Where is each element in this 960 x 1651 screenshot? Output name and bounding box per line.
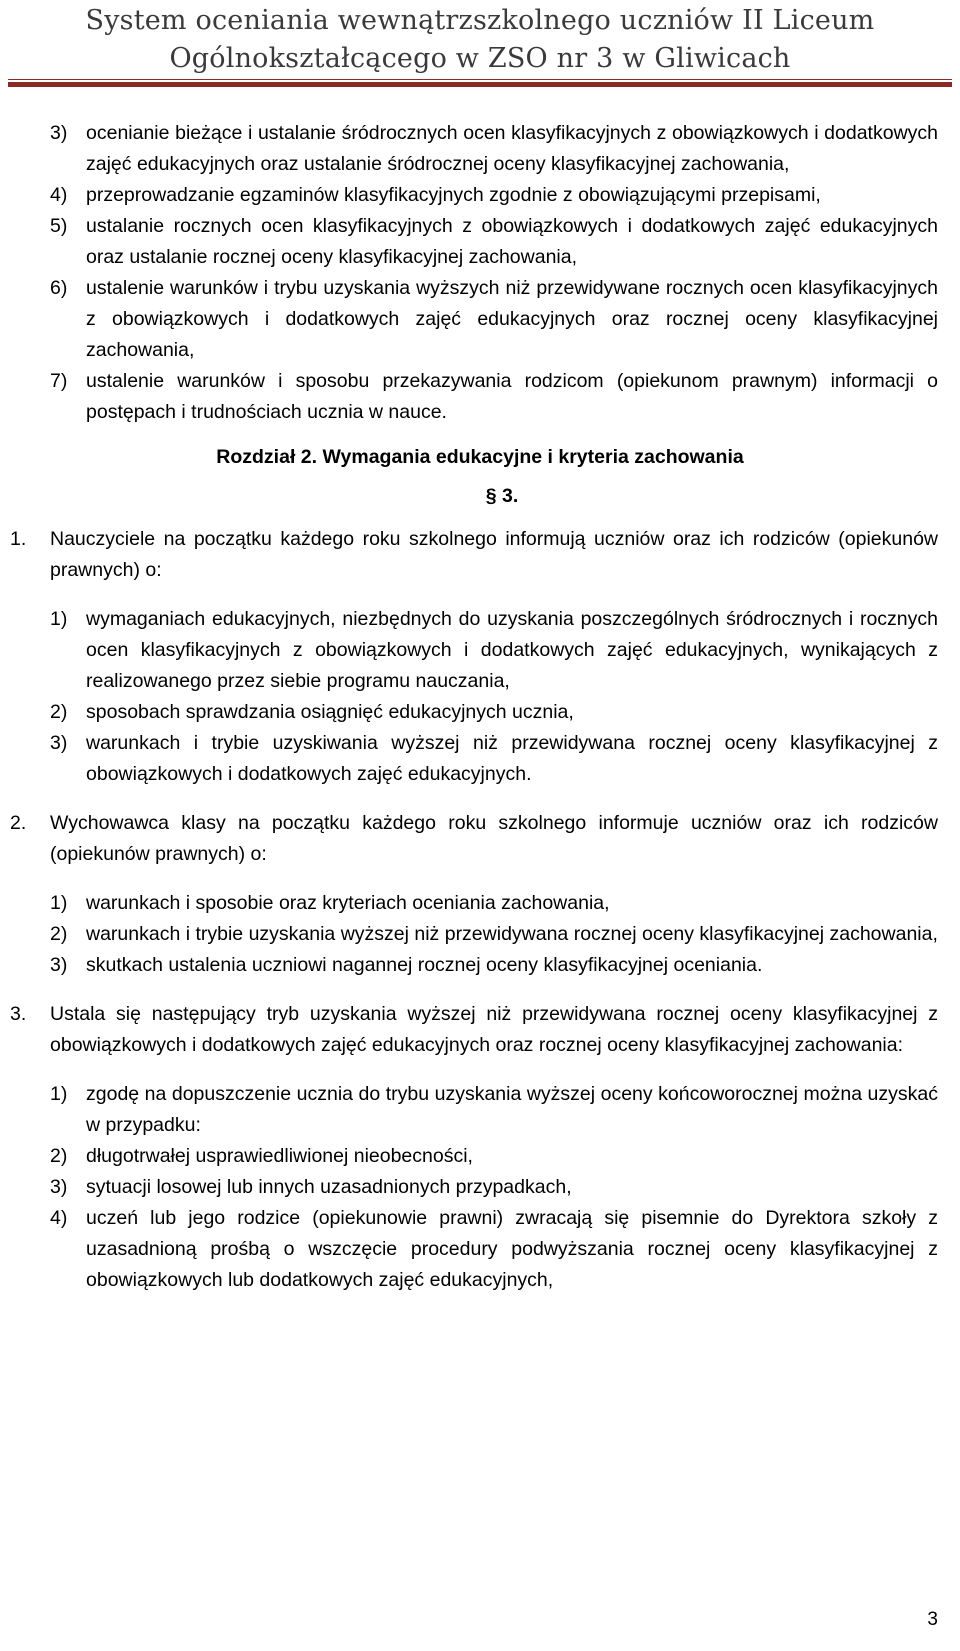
paragraph-text: Wychowawca klasy na początku każdego roku szkolnego informuje uczniów oraz ich rodziców (opiekunów prawnych) o: [50,812,938,865]
list-item [22,211,938,273]
list-item-text: ustalenie warunków i trybu uzyskania wyższych niż przewidywane rocznych ocen klasyfikacyjnych z obowiązkowych i dodatkowych zajęć edukacyjnych oraz rocznej oceny klasyfikacyjnej zachowania, [86,277,938,361]
numbered-paragraph [10,999,938,1061]
list-item-number: 3) [50,732,68,754]
list-item-number: 5) [50,215,68,237]
list-item [22,180,938,211]
list-item-number: 2) [50,923,68,945]
document-body [10,118,938,1296]
page-number: 3 [927,1609,938,1630]
page-header [0,2,960,78]
list-item [22,1079,938,1141]
list-item-text: zgodę na dopuszczenie ucznia do trybu uzyskania wyższej oceny końcoworocznej można uzyskać w przypadku: [86,1083,938,1136]
paragraph-text: Ustala się następujący tryb uzyskania wyższej niż przewidywana rocznej oceny klasyfikacyjnej z obowiązkowych i dodatkowych zajęć edukacyjnych oraz rocznej oceny klasyfikacyjnej zachowania: [50,1003,938,1056]
paragraph-number: 3. [10,1003,27,1025]
list-item-text: uczeń lub jego rodzice (opiekunowie prawni) zwracają się pisemnie do Dyrektora szkoły z uzasadnioną prośbą o wszczęcie procedury podwyższania rocznej oceny klasyfikacyjnej z obowiązkowych lub dodatkowych zajęć edukacyjnych, [86,1207,938,1291]
list-item-text: warunkach i sposobie oraz kryteriach oceniania zachowania, [86,892,610,914]
list-item [22,366,938,428]
list-item-number: 4) [50,1207,68,1229]
list-item-text: sytuacji losowej lub innych uzasadnionych przypadkach, [86,1176,572,1198]
list-item [22,697,938,728]
list-item [22,1141,938,1172]
list-item-text: ocenianie bieżące i ustalanie śródrocznych ocen klasyfikacyjnych z obowiązkowych i dodatkowych zajęć edukacyjnych oraz ustalanie śródrocznej oceny klasyfikacyjnej zachowania, [86,122,938,175]
list-item-number: 1) [50,608,68,630]
list-item-number: 2) [50,1145,68,1167]
numbered-paragraph [10,524,938,586]
section-heading: § 3. [485,485,519,507]
list-item-text: warunkach i trybie uzyskania wyższej niż przewidywana rocznej oceny klasyfikacyjnej zachowania, [86,923,938,945]
list-item-number: 2) [50,701,68,723]
list-item-number: 3) [50,954,68,976]
header-title-line-1: System oceniania wewnątrzszkolnego uczniów II Liceum [85,5,875,36]
header-title-line-2: Ogólnokształcącego w ZSO nr 3 w Gliwicach [169,43,791,74]
list-item-text: warunkach i trybie uzyskiwania wyższej niż przewidywana rocznej oceny klasyfikacyjnej z obowiązkowych i dodatkowych zajęć edukacyjnych. [86,732,938,785]
list-item [22,118,938,180]
chapter-heading: Rozdział 2. Wymagania edukacyjne i kryteria zachowania [216,446,744,468]
list-item-text: przeprowadzanie egzaminów klasyfikacyjnych zgodnie z obowiązującymi przepisami, [86,184,821,206]
paragraph-number: 1. [10,528,27,550]
list-item-text: wymaganiach edukacyjnych, niezbędnych do uzyskania poszczególnych śródrocznych i rocznych ocen klasyfikacyjnych z obowiązkowych i dodatkowych zajęć edukacyjnych, wynikających z realizowanego przez siebie programu nauczania, [86,608,938,692]
list-item-text: ustalenie warunków i sposobu przekazywania rodzicom (opiekunom prawnym) informacji o postępach i trudnościach ucznia w nauce. [86,370,938,423]
header-divider [8,82,952,87]
list-item-text: długotrwałej usprawiedliwionej nieobecności, [86,1145,473,1167]
list-item-text: ustalanie rocznych ocen klasyfikacyjnych z obowiązkowych i dodatkowych zajęć edukacyjnych oraz ustalanie rocznej oceny klasyfikacyjnej zachowania, [86,215,938,268]
list-item-number: 7) [50,370,68,392]
list-item-number: 3) [50,122,68,144]
numbered-paragraph [10,808,938,870]
document-page [0,2,960,1651]
list-item [22,604,938,697]
list-item [22,1172,938,1203]
list-item-text: skutkach ustalenia uczniowi nagannej rocznej oceny klasyfikacyjnej oceniania. [86,954,763,976]
list-item [22,728,938,790]
paragraph-number: 2. [10,812,27,834]
list-item-number: 6) [50,277,68,299]
list-item-text: sposobach sprawdzania osiągnięć edukacyjnych ucznia, [86,701,574,723]
list-item [22,919,938,950]
list-item-number: 3) [50,1176,68,1198]
list-item-number: 1) [50,892,68,914]
list-item-number: 1) [50,1083,68,1105]
paragraph-text: Nauczyciele na początku każdego roku szkolnego informują uczniów oraz ich rodziców (opiekunów prawnych) o: [50,528,938,581]
list-item [22,888,938,919]
list-item-number: 4) [50,184,68,206]
list-item [22,1203,938,1296]
list-item [22,273,938,366]
list-item [22,950,938,981]
